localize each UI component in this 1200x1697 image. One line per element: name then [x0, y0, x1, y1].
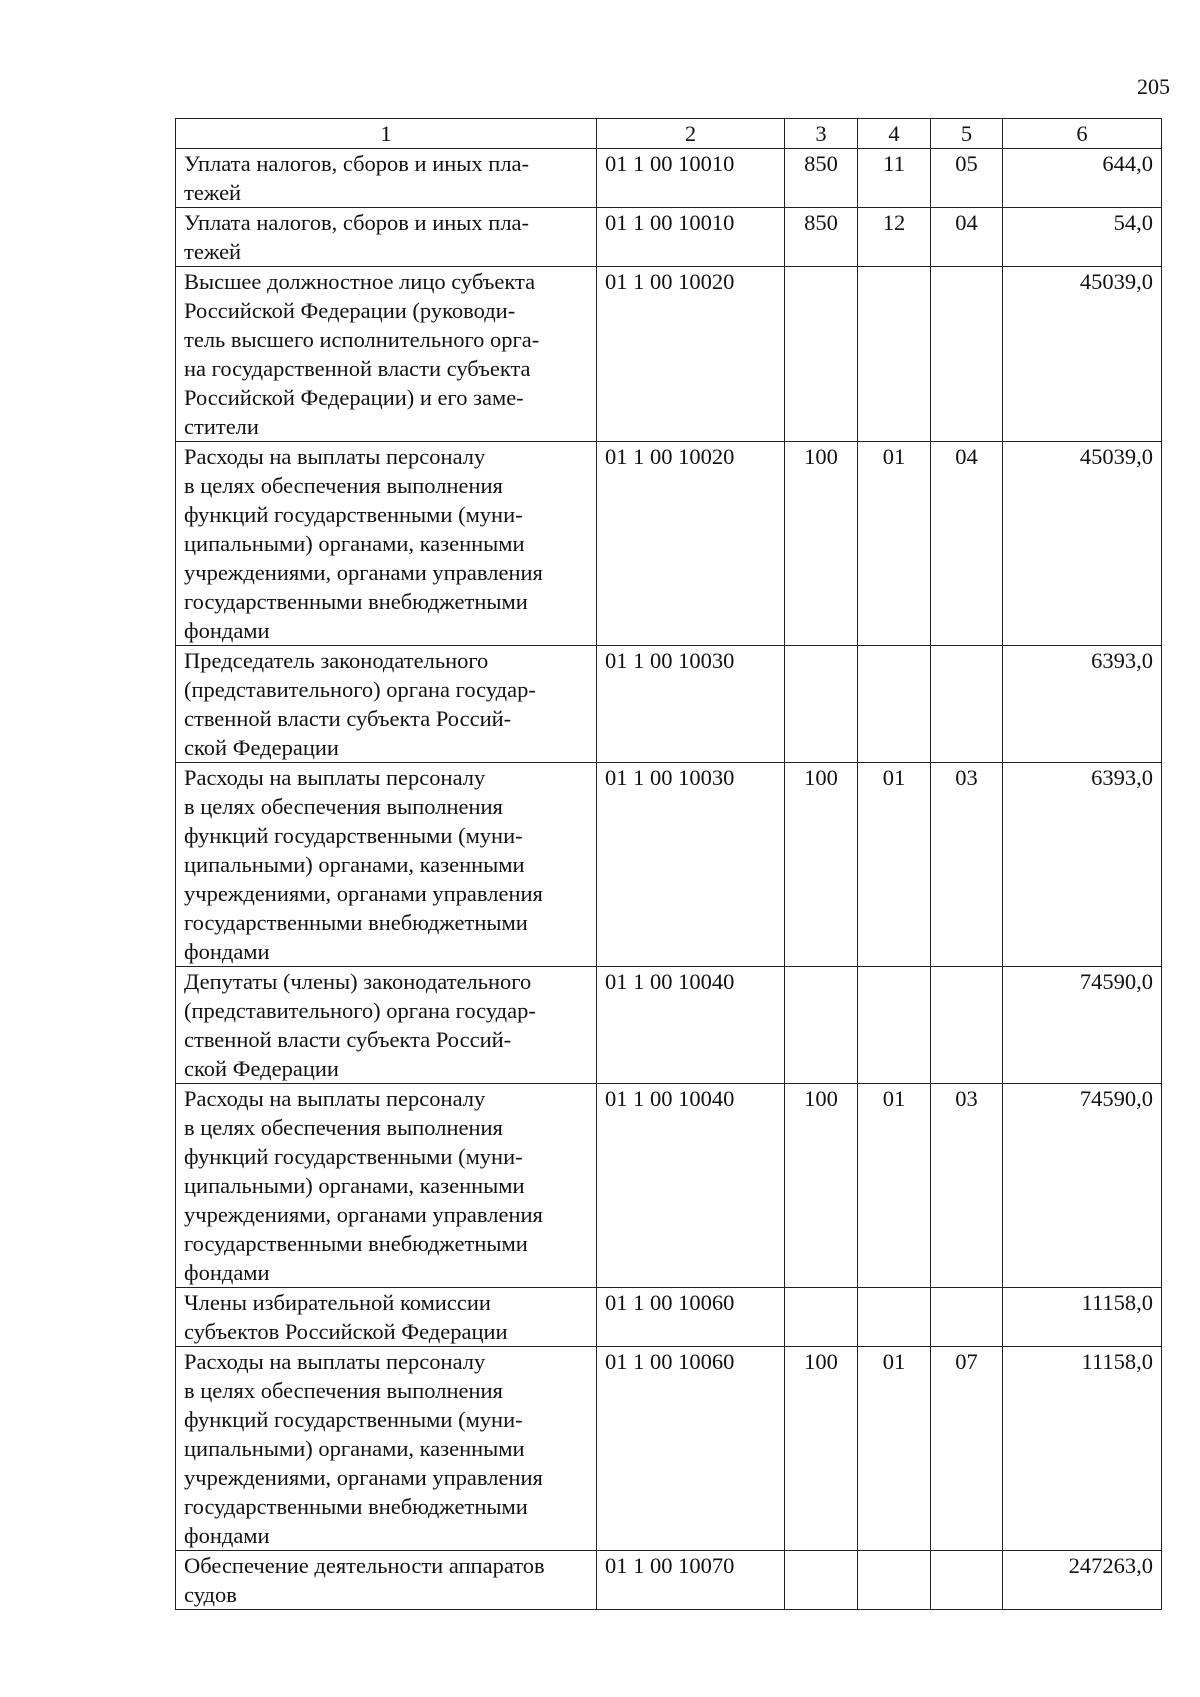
name-line: Расходы на выплаты персоналу: [184, 1086, 486, 1111]
table-row: [176, 149, 1162, 208]
name-line: ципальными) органами, казенными: [184, 1173, 525, 1198]
row-name-cell: [176, 763, 597, 967]
name-line: Российской Федерации (руководи-: [184, 298, 516, 323]
name-line: Депутаты (члены) законодательного: [184, 969, 532, 994]
row-col4-cell: 12: [858, 208, 931, 267]
page-number: 205: [1137, 74, 1170, 99]
row-amount-cell: 45039,0: [1003, 267, 1162, 442]
header-row: [176, 119, 1162, 149]
row-col3-cell: [785, 646, 858, 763]
table-row: [176, 967, 1162, 1084]
table-row: [176, 646, 1162, 763]
row-code-cell: 01 1 00 10030: [597, 763, 785, 967]
table-row: [176, 442, 1162, 646]
name-line: субъектов Российской Федерации: [184, 1319, 508, 1344]
name-line: ципальными) органами, казенными: [184, 531, 525, 556]
row-name-cell: [176, 442, 597, 646]
row-amount-cell: 6393,0: [1003, 763, 1162, 967]
row-name-cell: [176, 1551, 597, 1610]
name-line: фондами: [184, 618, 270, 643]
row-col3-cell: [785, 267, 858, 442]
row-amount-cell: 6393,0: [1003, 646, 1162, 763]
row-col5-cell: [931, 1551, 1003, 1610]
name-line: фондами: [184, 1523, 270, 1548]
row-code-cell: 01 1 00 10010: [597, 149, 785, 208]
row-col4-cell: 11: [858, 149, 931, 208]
name-line: учреждениями, органами управления: [184, 1202, 543, 1227]
name-line: стители: [184, 414, 259, 439]
name-line: учреждениями, органами управления: [184, 1465, 543, 1490]
row-amount-cell: 54,0: [1003, 208, 1162, 267]
row-col3-cell: 100: [785, 763, 858, 967]
table-body: [176, 149, 1162, 1610]
name-line: Члены избирательной комиссии: [184, 1290, 491, 1315]
row-col5-cell: [931, 267, 1003, 442]
row-col4-cell: 01: [858, 763, 931, 967]
row-col3-cell: 100: [785, 1084, 858, 1288]
column-header: 6: [1003, 119, 1162, 149]
row-col3-cell: 100: [785, 442, 858, 646]
row-code-cell: 01 1 00 10070: [597, 1551, 785, 1610]
row-col3-cell: [785, 967, 858, 1084]
name-line: Высшее должностное лицо субъекта: [184, 269, 536, 294]
row-amount-cell: 74590,0: [1003, 967, 1162, 1084]
row-col4-cell: [858, 1288, 931, 1347]
row-name-cell: [176, 149, 597, 208]
row-name-cell: [176, 208, 597, 267]
name-line: в целях обеспечения выполнения: [184, 473, 503, 498]
row-col3-cell: 850: [785, 208, 858, 267]
name-line: (представительного) органа государ-: [184, 998, 536, 1023]
row-name-cell: [176, 1084, 597, 1288]
name-line: тежей: [184, 239, 242, 264]
row-amount-cell: 45039,0: [1003, 442, 1162, 646]
name-line: функций государственными (муни-: [184, 502, 523, 527]
name-line: ственной власти субъекта Россий-: [184, 1027, 512, 1052]
row-col5-cell: 04: [931, 208, 1003, 267]
row-col4-cell: [858, 967, 931, 1084]
name-line: государственными внебюджетными: [184, 1494, 528, 1519]
column-header: 4: [858, 119, 931, 149]
row-amount-cell: 11158,0: [1003, 1288, 1162, 1347]
row-col5-cell: 07: [931, 1347, 1003, 1551]
name-line: в целях обеспечения выполнения: [184, 1115, 503, 1140]
name-line: на государственной власти субъекта: [184, 356, 531, 381]
row-amount-cell: 644,0: [1003, 149, 1162, 208]
row-code-cell: 01 1 00 10060: [597, 1347, 785, 1551]
row-name-cell: [176, 267, 597, 442]
row-col4-cell: 01: [858, 1084, 931, 1288]
column-header: 3: [785, 119, 858, 149]
name-line: Уплата налогов, сборов и иных пла-: [184, 151, 530, 176]
name-line: ципальными) органами, казенными: [184, 852, 525, 877]
row-col5-cell: 03: [931, 763, 1003, 967]
name-line: Российской Федерации) и его заме-: [184, 385, 524, 410]
name-line: ципальными) органами, казенными: [184, 1436, 525, 1461]
name-line: в целях обеспечения выполнения: [184, 794, 503, 819]
name-line: государственными внебюджетными: [184, 589, 528, 614]
name-line: Расходы на выплаты персоналу: [184, 1349, 486, 1374]
name-line: в целях обеспечения выполнения: [184, 1378, 503, 1403]
row-col4-cell: [858, 646, 931, 763]
budget-table: [175, 118, 1162, 1610]
row-col5-cell: 03: [931, 1084, 1003, 1288]
column-header: 5: [931, 119, 1003, 149]
name-line: судов: [184, 1582, 237, 1607]
row-col5-cell: [931, 1288, 1003, 1347]
row-name-cell: [176, 646, 597, 763]
name-line: ской Федерации: [184, 735, 339, 760]
table-row: [176, 1288, 1162, 1347]
name-line: ственной власти субъекта Россий-: [184, 706, 512, 731]
name-line: государственными внебюджетными: [184, 1231, 528, 1256]
name-line: фондами: [184, 1260, 270, 1285]
name-line: Обеспечение деятельности аппаратов: [184, 1553, 545, 1578]
row-code-cell: 01 1 00 10010: [597, 208, 785, 267]
row-code-cell: 01 1 00 10040: [597, 1084, 785, 1288]
name-line: Председатель законодательного: [184, 648, 489, 673]
table-row: [176, 208, 1162, 267]
row-col3-cell: 850: [785, 149, 858, 208]
name-line: учреждениями, органами управления: [184, 881, 543, 906]
row-col4-cell: [858, 1551, 931, 1610]
name-line: фондами: [184, 939, 270, 964]
row-col4-cell: [858, 267, 931, 442]
table-row: [176, 1084, 1162, 1288]
row-col5-cell: [931, 967, 1003, 1084]
row-code-cell: 01 1 00 10020: [597, 442, 785, 646]
row-amount-cell: 74590,0: [1003, 1084, 1162, 1288]
row-col4-cell: 01: [858, 1347, 931, 1551]
name-line: Расходы на выплаты персоналу: [184, 444, 486, 469]
name-line: учреждениями, органами управления: [184, 560, 543, 585]
row-col3-cell: 100: [785, 1347, 858, 1551]
row-code-cell: 01 1 00 10020: [597, 267, 785, 442]
row-col3-cell: [785, 1551, 858, 1610]
name-line: функций государственными (муни-: [184, 1144, 523, 1169]
row-amount-cell: 247263,0: [1003, 1551, 1162, 1610]
name-line: ской Федерации: [184, 1056, 339, 1081]
row-col3-cell: [785, 1288, 858, 1347]
name-line: тель высшего исполнительного орга-: [184, 327, 540, 352]
table-row: [176, 763, 1162, 967]
column-header: 1: [176, 119, 597, 149]
table-row: [176, 1347, 1162, 1551]
row-code-cell: 01 1 00 10040: [597, 967, 785, 1084]
name-line: Расходы на выплаты персоналу: [184, 765, 486, 790]
name-line: государственными внебюджетными: [184, 910, 528, 935]
row-name-cell: [176, 1288, 597, 1347]
table-row: [176, 267, 1162, 442]
row-col5-cell: [931, 646, 1003, 763]
name-line: тежей: [184, 180, 242, 205]
row-col5-cell: 05: [931, 149, 1003, 208]
row-col5-cell: 04: [931, 442, 1003, 646]
name-line: функций государственными (муни-: [184, 823, 523, 848]
row-code-cell: 01 1 00 10060: [597, 1288, 785, 1347]
table-row: [176, 1551, 1162, 1610]
name-line: функций государственными (муни-: [184, 1407, 523, 1432]
row-code-cell: 01 1 00 10030: [597, 646, 785, 763]
row-name-cell: [176, 1347, 597, 1551]
row-name-cell: [176, 967, 597, 1084]
row-amount-cell: 11158,0: [1003, 1347, 1162, 1551]
column-header: 2: [597, 119, 785, 149]
name-line: Уплата налогов, сборов и иных пла-: [184, 210, 530, 235]
row-col4-cell: 01: [858, 442, 931, 646]
name-line: (представительного) органа государ-: [184, 677, 536, 702]
